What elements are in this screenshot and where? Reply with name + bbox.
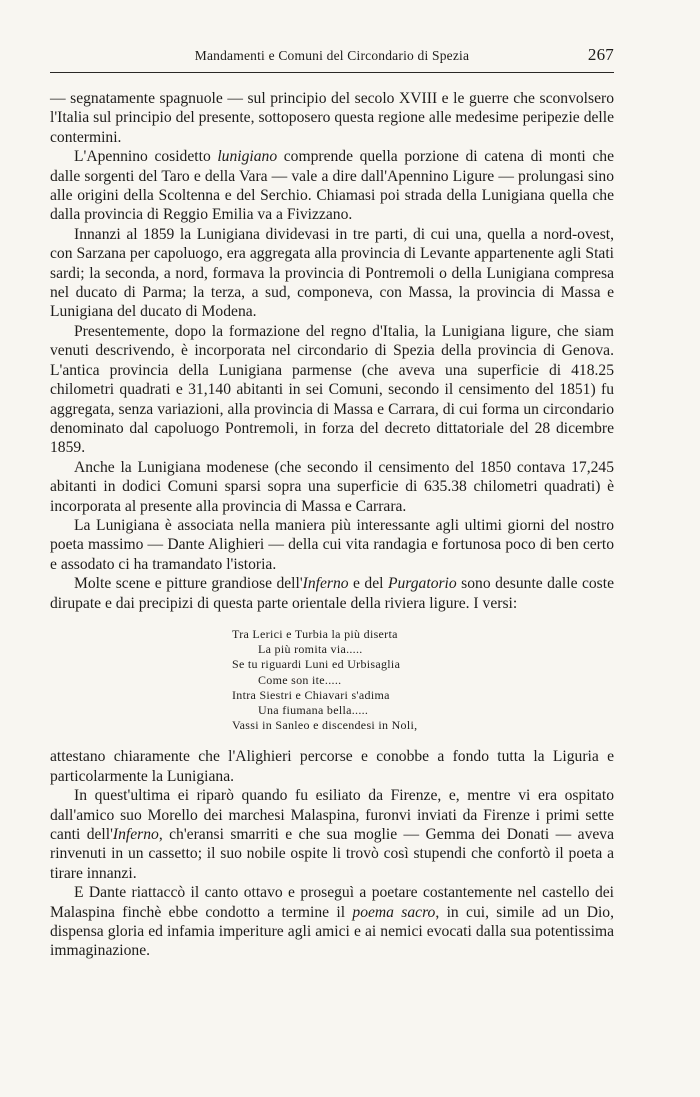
text-run: L'Apennino cosidetto	[74, 148, 218, 166]
running-title: Mandamenti e Comuni del Circondario di Spezia	[194, 48, 470, 63]
running-header	[50, 46, 614, 68]
text-run: sono desunte dalle coste dirupate e dai precipizi di questa parte orientale della riviera ligure. I versi:	[50, 575, 614, 612]
paragraph	[50, 322, 614, 458]
body-text	[50, 89, 614, 961]
italic-title: Inferno	[302, 575, 349, 593]
text-run: , in cui, simile ad un Dio, dispensa gloria ed infamia imperiture agli amici e ai nemici evocati dalla sua potentissima immaginazione.	[50, 903, 614, 960]
verse-line: Come son ite.....	[258, 672, 342, 687]
verse-quotation	[232, 627, 614, 733]
text-run: attestano chiaramente che l'Alighieri percorse e conobbe a fondo tutta la Liguria e particolarmente la Lunigiana.	[50, 748, 614, 785]
paragraph	[50, 147, 614, 225]
paragraph	[50, 458, 614, 516]
text-run: In quest'ultima ei riparò quando fu esiliato da Firenze, e, mentre vi era ospitato dall'amico suo Morello dei marchesi Malaspina, furonvi inviati da Firenze i primi sette canti dell'	[50, 787, 614, 844]
italic-title: Inferno	[112, 826, 159, 844]
text-run: e del	[348, 575, 388, 593]
text-run: Anche la Lunigiana modenese (che secondo il censimento del 1850 contava 17,245 abitanti in dodici Comuni sparsi sopra una superficie di 635.38 chilometri quadrati) è incorporata al presente alla provincia di Massa e Carrara.	[50, 458, 614, 515]
text-run: comprende quella porzione di catena di monti che dalle sorgenti del Taro e della Vara — vale a dire dall'Apennino Ligure — prolungasi sino alle origini della Scoltenna e del Serchio. Chiamasi poi strada della Lunigiana quella che dalla provincia di Reggio Emilia va a Fivizzano.	[50, 148, 614, 224]
text-run: — segnatamente spagnuole — sul principio del secolo XVIII e le guerre che sconvolsero l'Italia sul principio del presente, sottoposero questa regione alle medesime peripezie delle contermini.	[50, 90, 614, 146]
paragraph	[50, 747, 614, 786]
paragraph	[50, 786, 614, 883]
verse-line: Vassi in Sanleo e discendesi in Noli,	[232, 718, 418, 733]
text-run: Presentemente, dopo la formazione del regno d'Italia, la Lunigiana ligure, che siam venuti descrivendo, è incorporata nel circondario di Spezia della provincia di Genova. L'antica provincia della Lunigiana parmense (che aveva una superficie di 418.25 chilometri quadrati e 31,140 abitanti in sei Comuni, secondo il censimento del 1851) fu aggregata, senza variazioni, alla provincia di Massa e Carrara, di cui forma un circondario denominato dal capoluogo Pontremoli, in forza del decreto dittatoriale del 28 dicembre 1859.	[50, 322, 614, 457]
paragraph	[50, 225, 614, 322]
text-run: La Lunigiana è associata nella maniera più interessante agli ultimi giorni del nostro poeta massimo — Dante Alighieri — della cui vita randagia e fortunosa poco di ben certo e assodato ci ha tramandato l'istoria.	[50, 516, 614, 573]
paragraph	[50, 516, 614, 574]
paragraph	[50, 89, 614, 147]
text-run: Innanzi al 1859 la Lunigiana dividevasi in tre parti, di cui una, quella a nord-ovest, con Sarzana per capoluogo, era aggregata alla provincia di Levante appartenente agli Stati sardi; la seconda, a nord, formava la provincia di Pontremoli o della Lunigiana compresa nel ducato di Parma; la terza, a sud, componeva, con Massa, la provincia di Massa e Lunigiana del ducato di Modena.	[50, 225, 614, 321]
verse-line: Intra Siestri e Chiavari s'adima	[232, 687, 390, 702]
header-rule	[50, 72, 614, 73]
paragraph	[50, 883, 614, 961]
verse-line: La più romita via.....	[258, 642, 363, 657]
italic-term: lunigiano	[217, 148, 278, 166]
paragraph	[50, 574, 614, 613]
text-run: E Dante riattaccò il canto ottavo e proseguì a poetare costantemente nel castello dei Malaspina finchè ebbe condotto a termine il	[50, 884, 614, 921]
italic-term: poema sacro	[352, 903, 436, 921]
text-run: Molte scene e pitture grandiose dell'	[74, 575, 303, 593]
verse-line: Tra Lerici e Turbia la più diserta	[232, 626, 398, 641]
verse-line: Una fiumana bella.....	[258, 702, 369, 717]
verse-line: Se tu riguardi Luni ed Urbisaglia	[232, 657, 401, 672]
italic-title: Purgatorio	[387, 575, 457, 593]
text-run: , ch'eransi smarriti e che sua moglie — Gemma dei Donati — aveva rinvenuti in un cassetto; il suo nobile ospite li trovò così stupendi che confortò il poeta a tirare innanzi.	[50, 826, 614, 882]
page-number: 267	[587, 45, 614, 64]
